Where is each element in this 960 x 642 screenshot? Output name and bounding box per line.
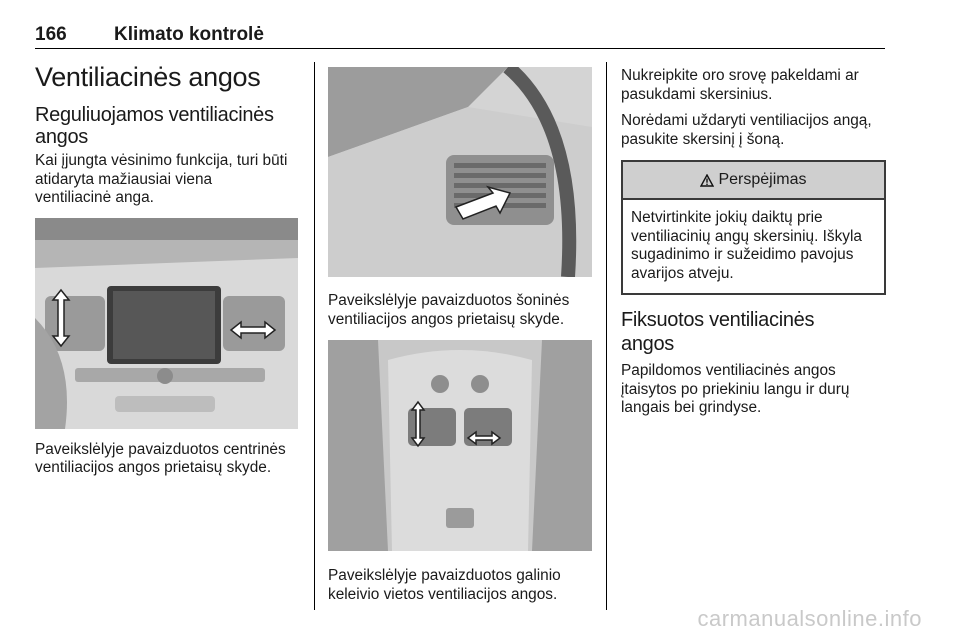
text-line: langais bei grindyse. bbox=[621, 399, 762, 416]
warning-title: Perspėjimas bbox=[718, 171, 807, 188]
warning-header bbox=[623, 162, 884, 200]
side-vents-figure bbox=[328, 67, 592, 277]
column-divider bbox=[314, 62, 315, 610]
warning-text bbox=[623, 200, 884, 293]
figure-caption bbox=[328, 567, 592, 604]
text-line: pasukdami skersinius. bbox=[621, 85, 773, 103]
figure-caption bbox=[328, 292, 592, 329]
rear-vents-figure bbox=[328, 340, 592, 551]
page-header bbox=[35, 22, 885, 49]
warning-triangle-icon bbox=[700, 174, 714, 187]
instruction-text bbox=[621, 67, 886, 104]
chapter-title: Klimato kontrolė bbox=[114, 24, 264, 45]
text-line: Paveikslėlyje pavaizduotos centrinės bbox=[35, 440, 286, 458]
text-line: Netvirtinkite jokių daiktų prie bbox=[631, 209, 823, 226]
rear-vents-illustration bbox=[328, 340, 592, 551]
text-line: Paveikslėlyje pavaizduotos galinio bbox=[328, 567, 561, 584]
left-column bbox=[35, 60, 300, 478]
text-line: sugadinimo ir sužeidimo pavojus bbox=[631, 246, 854, 263]
figure-caption bbox=[35, 441, 300, 478]
text-line: įtaisytos po priekiniu langu ir durų bbox=[621, 380, 850, 398]
text-line: pasukite skersinį į šoną. bbox=[621, 130, 785, 148]
subsection-title bbox=[35, 104, 300, 148]
fixed-vents-text bbox=[621, 362, 886, 418]
center-vents-figure bbox=[35, 218, 298, 429]
page-number: 166 bbox=[35, 24, 67, 45]
intro-text bbox=[35, 152, 300, 208]
text-line: Papildomos ventiliacinės angos bbox=[621, 362, 836, 379]
subsection-title-line: angos bbox=[35, 126, 88, 148]
subsection-title bbox=[621, 308, 886, 356]
section-title: Ventiliacinės angos bbox=[35, 62, 261, 92]
text-line: ventiliacijos angos prietaisų skyde. bbox=[35, 459, 272, 476]
column-divider bbox=[606, 62, 607, 610]
watermark: carmanualsonline.info bbox=[697, 606, 922, 631]
text-line: ventiliacinė anga. bbox=[35, 189, 154, 206]
middle-column bbox=[328, 67, 592, 604]
warning-box bbox=[621, 160, 886, 295]
text-line: Nukreipkite oro srovę pakeldami ar bbox=[621, 67, 859, 84]
text-line: Kai įjungta vėsinimo funkcija, turi būti bbox=[35, 152, 288, 169]
instruction-text bbox=[621, 112, 886, 149]
text-line: ventiliacinių angų skersinių. Iškyla bbox=[631, 227, 862, 245]
center-vents-illustration bbox=[35, 218, 298, 429]
text-line: ventiliacijos angos prietaisų skyde. bbox=[328, 310, 565, 328]
text-line: avarijos atveju. bbox=[631, 264, 734, 282]
right-column bbox=[621, 67, 886, 418]
text-line: atidaryta mažiausiai viena bbox=[35, 170, 213, 188]
subsection-title-line: Reguliuojamos ventiliacinės bbox=[35, 104, 274, 126]
text-line: Norėdami uždaryti ventiliacijos angą, bbox=[621, 112, 872, 129]
subsection-title-line: angos bbox=[621, 333, 674, 355]
text-line: keleivio vietos ventiliacijos angos. bbox=[328, 585, 558, 603]
subsection-title-line: Fiksuotos ventiliacinės bbox=[621, 309, 815, 331]
text-line: Paveikslėlyje pavaizduotos šoninės bbox=[328, 292, 570, 309]
side-vents-illustration bbox=[328, 67, 592, 277]
